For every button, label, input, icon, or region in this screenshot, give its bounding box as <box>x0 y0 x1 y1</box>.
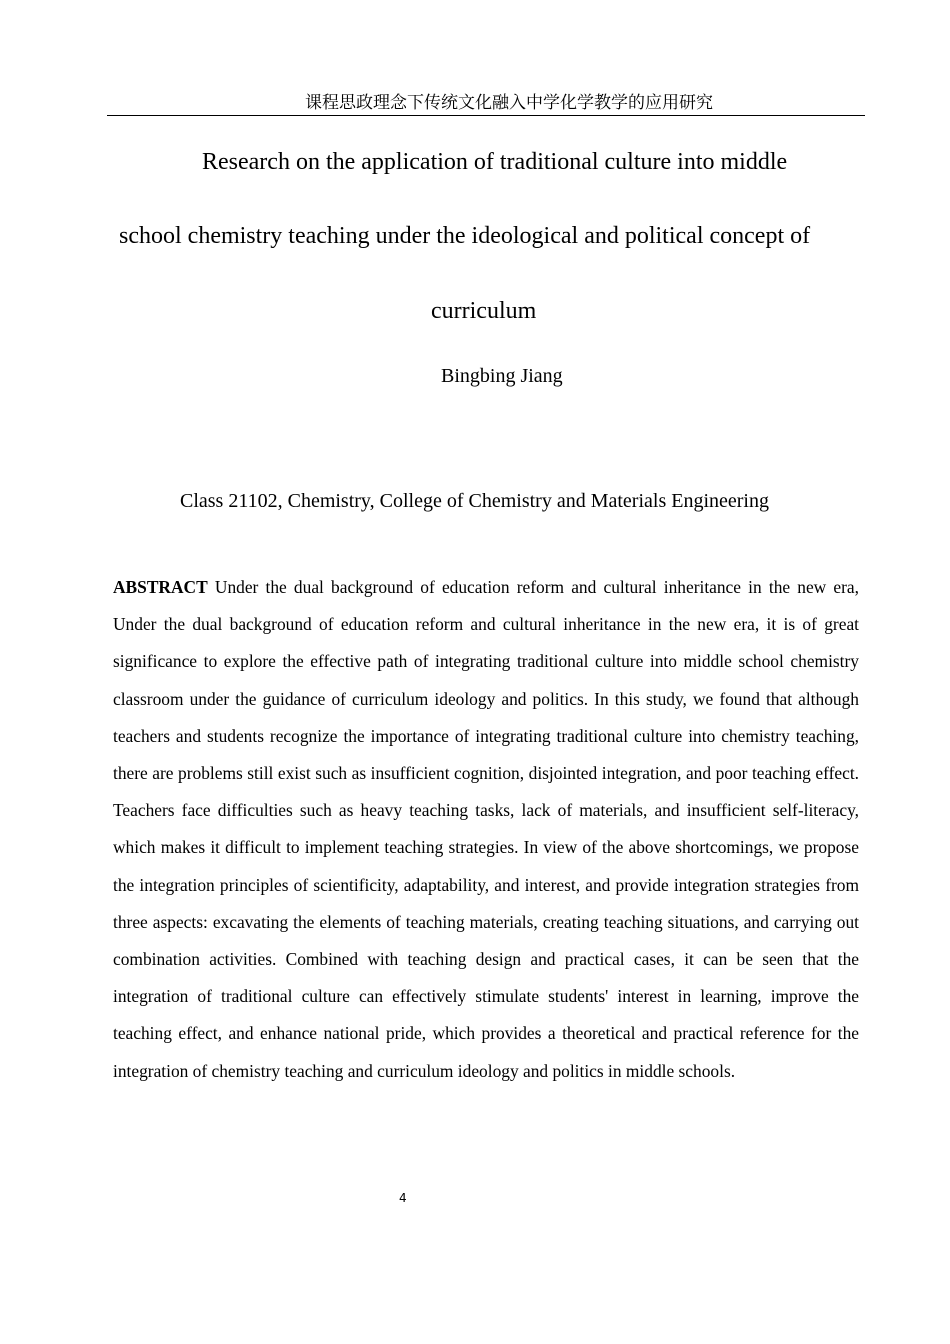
abstract <box>113 569 859 1090</box>
abstract-label: ABSTRACT <box>113 577 208 597</box>
author-affiliation: Class 21102, Chemistry, College of Chemistry and Materials Engineering <box>180 490 769 512</box>
author-name: Bingbing Jiang <box>441 365 563 387</box>
page-number: 4 <box>399 1191 407 1205</box>
running-header <box>107 92 865 116</box>
paper-title-line-2: school chemistry teaching under the ideological and political concept of <box>119 223 811 249</box>
abstract-text: Under the dual background of education reform and cultural inheritance in the new era, Under the dual background of education reform and cultural inheritance in the new era, it is of great significance to explore the effective path of integrating traditional culture into middle school chemistry classroom under the guidance of curriculum ideology and politics. In this study, we found that although teachers and students recognize the importance of integrating traditional culture into chemistry teaching, there are problems still exist such as insufficient cognition, disjointed integration, and poor teaching effect. Teachers face difficulties such as heavy teaching tasks, lack of materials, and insufficient self-literacy, which makes it difficult to implement teaching strategies. In view of the above shortcomings, we propose the integration principles of scientificity, adaptability, and interest, and provide integration strategies from three aspects: excavating the elements of teaching materials, creating teaching situations, and carrying out combination activities. Combined with teaching design and practical cases, it can be seen that the integration of traditional culture can effectively stimulate students' interest in learning, improve the teaching effect, and enhance national pride, which provides a theoretical and practical reference for the integration of chemistry teaching and curriculum ideology and politics in middle schools. <box>113 577 859 1081</box>
running-header-title: 课程思政理念下传统文化融入中学化学教学的应用研究 <box>305 93 713 113</box>
paper-title-line-3: curriculum <box>431 298 537 324</box>
paper-title-line-1: Research on the application of traditional culture into middle <box>202 149 788 175</box>
